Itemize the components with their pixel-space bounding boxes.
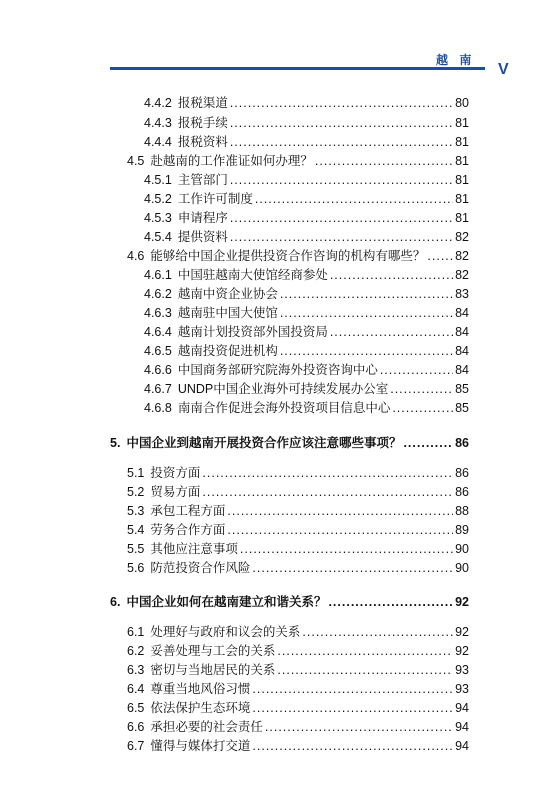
leader-dots bbox=[390, 381, 453, 398]
toc-entry[interactable]: 4.6.8 南南合作促进会海外投资项目信息中心 ..... 85 bbox=[144, 400, 469, 417]
toc-entry[interactable]: 5.2 贸易方面 ..... 86 bbox=[127, 484, 469, 501]
toc-entry[interactable]: 4.6 能够给中国企业提供投资合作咨询的机构有哪些？ ..... 82 bbox=[127, 248, 469, 265]
page-number: V bbox=[498, 61, 509, 78]
toc-entry[interactable]: 4.4.4 报税资料 ..... 81 bbox=[144, 134, 469, 151]
toc-entry[interactable]: 6.1 处理好与政府和议会的关系 ..... 92 bbox=[127, 624, 469, 641]
leader-dots bbox=[302, 624, 453, 641]
toc-entry[interactable]: 4.6.3 越南驻中国大使馆 ..... 84 bbox=[144, 305, 469, 322]
toc-entry[interactable]: 4.5.3 申请程序 ..... 81 bbox=[144, 210, 469, 227]
leader-dots bbox=[280, 305, 453, 322]
leader-dots bbox=[330, 324, 453, 341]
leader-dots bbox=[240, 541, 453, 558]
toc-entry[interactable]: 4.6.2 越南中资企业协会 ..... 83 bbox=[144, 286, 469, 303]
leader-dots bbox=[328, 594, 453, 611]
leader-dots bbox=[202, 465, 453, 482]
leader-dots bbox=[230, 134, 453, 151]
toc-entry[interactable]: 5.3 承包工程方面 ..... 88 bbox=[127, 503, 469, 520]
leader-dots bbox=[202, 484, 453, 501]
toc-entry[interactable]: 6.7 懂得与媒体打交道 ..... 94 bbox=[127, 738, 469, 755]
leader-dots bbox=[265, 719, 453, 736]
toc-chapter-entry[interactable]: 6. 中国企业如何在越南建立和谐关系？ ..... 92 bbox=[110, 594, 469, 611]
toc-entry[interactable]: 4.5 赴越南的工作准证如何办理？ ..... 81 bbox=[127, 153, 469, 170]
leader-dots bbox=[427, 248, 453, 265]
leader-dots bbox=[230, 229, 453, 246]
leader-dots bbox=[380, 362, 453, 379]
toc-chapter-entry[interactable]: 5. 中国企业到越南开展投资合作应该注意哪些事项？ ..... 86 bbox=[110, 435, 469, 452]
toc-entry[interactable]: 4.6.5 越南投资促进机构 ..... 84 bbox=[144, 343, 469, 360]
leader-dots bbox=[392, 400, 453, 417]
toc-entry[interactable]: 5.6 防范投资合作风险 ..... 90 bbox=[127, 560, 469, 577]
leader-dots bbox=[252, 738, 453, 755]
toc-entry[interactable]: 6.3 密切与当地居民的关系 ..... 93 bbox=[127, 662, 469, 679]
leader-dots bbox=[280, 286, 453, 303]
toc-entry[interactable]: 4.6.4 越南计划投资部外国投资局 ..... 84 bbox=[144, 324, 469, 341]
leader-dots bbox=[277, 662, 453, 679]
toc-entry[interactable]: 4.5.2 工作许可制度 ..... 81 bbox=[144, 191, 469, 208]
toc-entry[interactable]: 4.4.2 报税渠道 ..... 80 bbox=[144, 95, 469, 112]
toc-entry[interactable]: 5.4 劳务合作方面 ..... 89 bbox=[127, 522, 469, 539]
leader-dots bbox=[277, 643, 453, 660]
toc-entry[interactable]: 6.5 依法保护生态环境 ..... 94 bbox=[127, 700, 469, 717]
toc-entry[interactable]: 4.5.1 主管部门 ..... 81 bbox=[144, 172, 469, 189]
toc-entry[interactable]: 4.6.7 UNDP中国企业海外可持续发展办公室 ..... 85 bbox=[144, 381, 469, 398]
leader-dots bbox=[227, 503, 453, 520]
leader-dots bbox=[252, 560, 453, 577]
leader-dots bbox=[252, 681, 453, 698]
toc-entry[interactable]: 4.4.3 报税手续 ..... 81 bbox=[144, 115, 469, 132]
toc-entry[interactable]: 4.6.6 中国商务部研究院海外投资咨询中心 ..... 84 bbox=[144, 362, 469, 379]
leader-dots bbox=[230, 210, 453, 227]
running-header-title: 越 南 bbox=[436, 53, 476, 67]
toc-entry[interactable]: 5.5 其他应注意事项 ..... 90 bbox=[127, 541, 469, 558]
leader-dots bbox=[230, 115, 453, 132]
leader-dots bbox=[252, 700, 453, 717]
toc-entry[interactable]: 6.2 妥善处理与工会的关系 ..... 92 bbox=[127, 643, 469, 660]
toc-entry[interactable]: 4.6.1 中国驻越南大使馆经商参处 ..... 82 bbox=[144, 267, 469, 284]
leader-dots bbox=[403, 435, 453, 452]
leader-dots bbox=[230, 95, 453, 112]
toc-entry[interactable]: 5.1 投资方面 ..... 86 bbox=[127, 465, 469, 482]
toc-entry[interactable]: 4.5.4 提供资料 ..... 82 bbox=[144, 229, 469, 246]
leader-dots bbox=[280, 343, 453, 360]
header-rule bbox=[110, 67, 485, 70]
leader-dots bbox=[230, 172, 453, 189]
leader-dots bbox=[330, 267, 453, 284]
leader-dots bbox=[315, 153, 453, 170]
leader-dots bbox=[255, 191, 453, 208]
toc-entry[interactable]: 6.4 尊重当地风俗习惯 ..... 93 bbox=[127, 681, 469, 698]
toc-entry[interactable]: 6.6 承担必要的社会责任 ..... 94 bbox=[127, 719, 469, 736]
leader-dots bbox=[227, 522, 453, 539]
